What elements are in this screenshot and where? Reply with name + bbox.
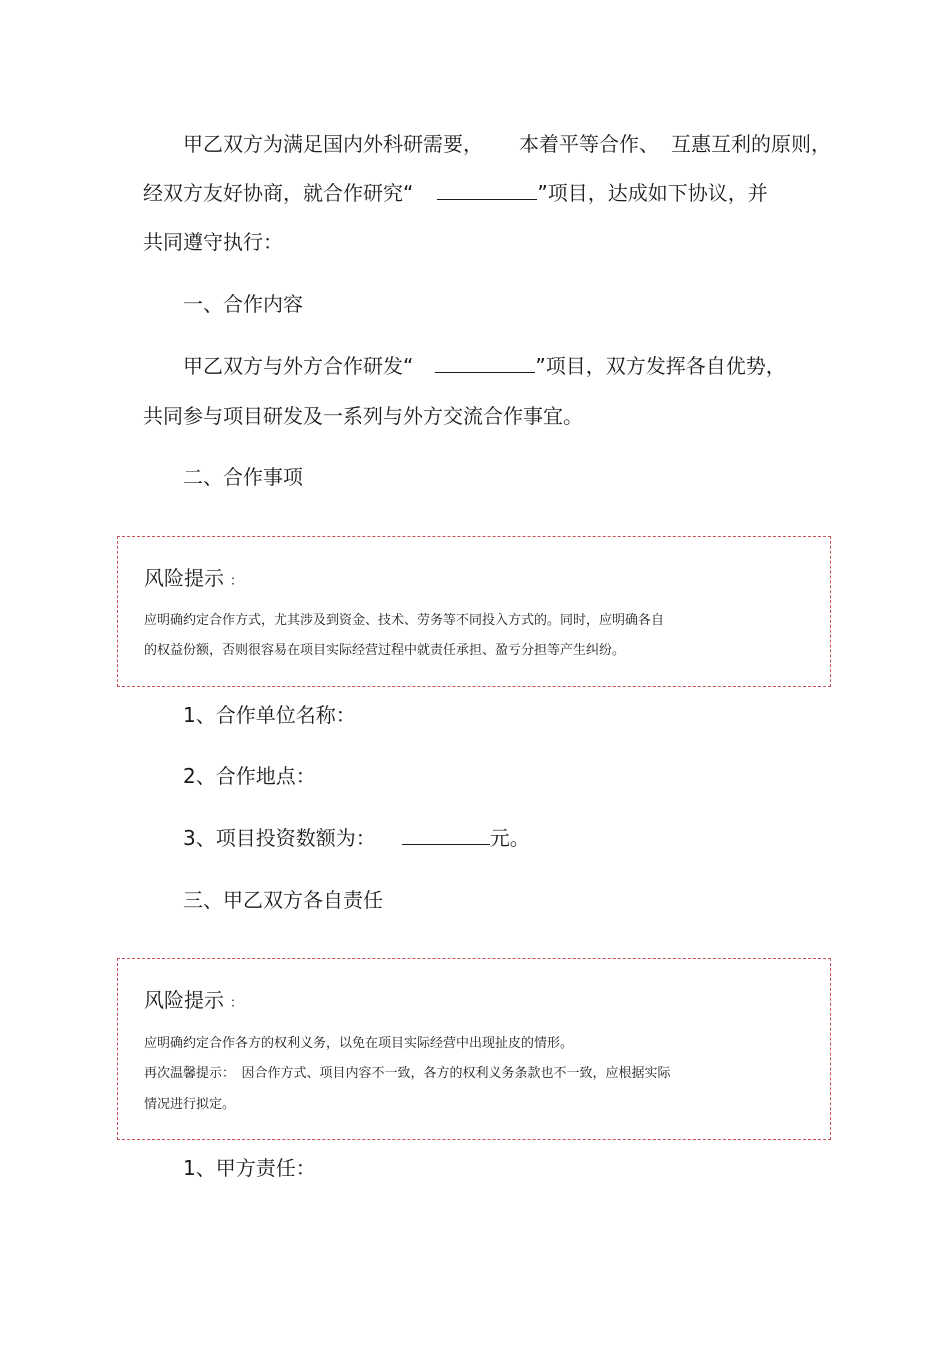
risk-title-text: 风险提示 — [144, 566, 224, 590]
intro-text: 互惠互利的原则， — [671, 132, 831, 156]
investment-amount — [183, 825, 530, 851]
risk-title-colon: ： — [230, 574, 244, 589]
party-a-responsibility: 1、甲方责任： — [183, 1156, 316, 1180]
intro-line-3: 共同遵守执行： — [143, 230, 283, 254]
risk-notice-box-1 — [117, 536, 831, 687]
intro-text: 经双方友好协商，就合作研究“ — [143, 181, 414, 205]
section1-text: 甲乙双方与外方合作研发“ — [183, 354, 414, 378]
intro-text: ”项目，达成如下协议，并 — [537, 181, 768, 205]
risk-title-text: 风险提示 — [144, 988, 224, 1012]
investment-unit: 元。 — [489, 826, 530, 850]
risk-notice-line: 应明确约定合作方式，尤其涉及到资金、技术、劳务等不同投入方式的。同时，应明确各自 — [144, 613, 665, 628]
cooperation-location: 2、合作地点： — [183, 764, 316, 788]
intro-text: 甲乙双方为满足国内外科研需要， — [183, 132, 483, 156]
section1-line-1 — [183, 353, 786, 379]
project-name-blank-2[interactable] — [435, 353, 535, 373]
risk-notice-title — [144, 565, 243, 595]
intro-text: 本着平等合作、 — [519, 132, 659, 156]
project-name-blank[interactable] — [437, 180, 537, 200]
risk-notice-line: 再次温馨提示： 因合作方式、项目内容不一致，各方的权利义务条款也不一致，应根据实际 — [144, 1066, 671, 1081]
intro-line-1 — [183, 131, 831, 157]
investment-label: 3、项目投资数额为： — [183, 826, 376, 850]
risk-notice-line: 情况进行拟定。 — [144, 1097, 236, 1112]
investment-amount-blank[interactable] — [402, 825, 490, 845]
section-heading-3: 三、甲乙双方各自责任 — [183, 888, 383, 912]
section-heading-1: 一、合作内容 — [183, 292, 303, 316]
section-heading-2: 二、合作事项 — [183, 465, 303, 489]
risk-notice-box-2 — [117, 958, 831, 1140]
risk-notice-line: 应明确约定合作各方的权利义务，以免在项目实际经营中出现扯皮的情形。 — [144, 1036, 574, 1051]
risk-notice-line: 的权益份额，否则很容易在项目实际经营过程中就责任承担、盈亏分担等产生纠纷。 — [144, 643, 626, 658]
risk-notice-title — [144, 987, 243, 1017]
section1-line-2: 共同参与项目研发及一系列与外方交流合作事宜。 — [143, 404, 583, 428]
intro-line-2 — [143, 180, 768, 206]
section1-text: ”项目，双方发挥各自优势， — [535, 354, 786, 378]
cooperation-unit-name: 1、合作单位名称： — [183, 703, 356, 727]
risk-title-colon: ： — [230, 996, 244, 1011]
